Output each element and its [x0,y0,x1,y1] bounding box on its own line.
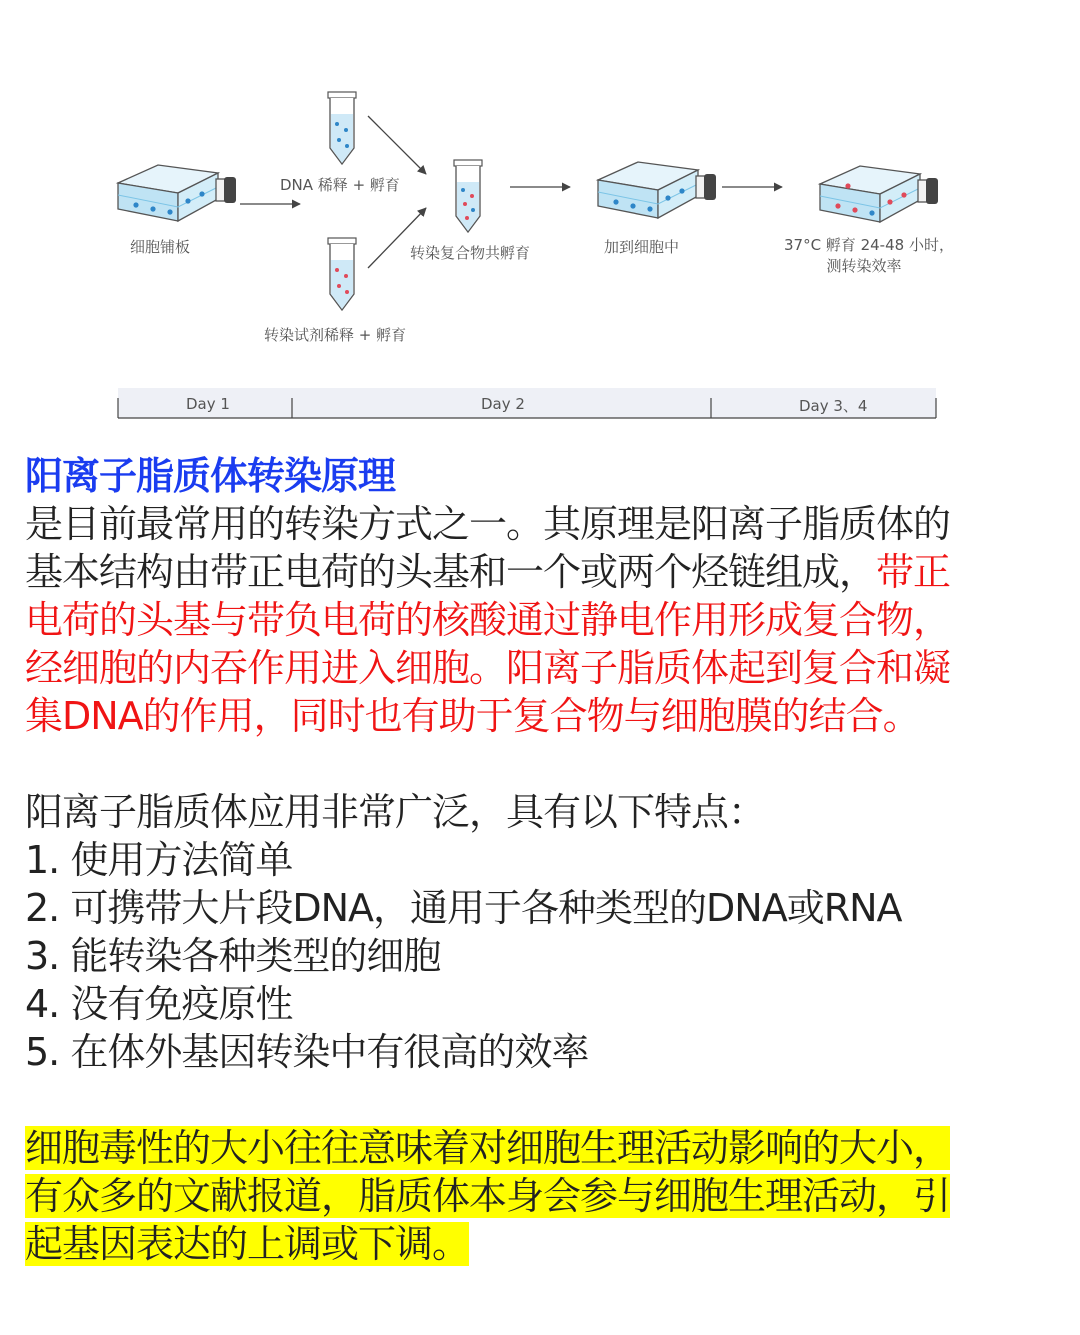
label-reagent-dilution: 转染试剂稀释 + 孵育 [264,326,407,344]
highlight-line-3-text: 起基因表达的上调或下调。 [25,1222,470,1266]
highlight-line-2-text: 有众多的文献报道，脂质体本身会参与细胞生理活动，引 [25,1174,951,1218]
highlight-line-2 [25,1172,950,1220]
workflow-illustration [0,0,1080,440]
features-intro: 阳离子脂质体应用非常广泛，具有以下特点： [25,790,766,834]
paragraph-line-5: 集DNA的作用，同时也有助于复合物与细胞膜的结合。 [25,694,920,738]
label-incubate-line2: 测转染效率 [826,257,902,275]
feature-item: 4. 没有免疫原性 [25,982,293,1026]
paragraph-gap [25,740,1065,788]
highlight-line-3 [25,1220,950,1268]
day-2-label: Day 2 [481,395,525,413]
label-add-to-cells: 加到细胞中 [604,238,680,256]
paragraph-line-2 [25,548,1065,596]
highlighted-note [25,1124,950,1268]
highlight-line-1-text: 细胞毒性的大小往往意味着对细胞生理活动影响的大小， [25,1126,951,1170]
paragraph-line-3: 电荷的头基与带负电荷的核酸通过静电作用形成复合物， [25,598,951,642]
dna-tube-icon [328,92,356,164]
label-dna-dilution: DNA 稀释 + 孵育 [280,176,400,194]
paragraph-line-4: 经细胞的内吞作用进入细胞。阳离子脂质体起到复合和凝 [25,646,951,690]
culture-flask-plating-icon [118,165,236,221]
day-3-4-label: Day 3、4 [799,397,868,415]
feature-item: 1. 使用方法简单 [25,838,293,882]
highlight-line-1 [25,1124,950,1172]
culture-flask-add-icon [598,162,716,218]
culture-flask-transfected-icon [820,166,938,222]
feature-item: 5. 在体外基因转染中有很高的效率 [25,1030,589,1074]
paragraph-line-1: 是目前最常用的转染方式之一。其原理是阳离子脂质体的 [25,502,951,546]
reagent-tube-icon [328,238,356,310]
section-title: 阳离子脂质体转染原理 [25,454,396,498]
day-1-label: Day 1 [186,395,230,413]
article-body [25,452,1065,1076]
paragraph-line-2-text: 基本结构由带正电荷的头基和一个或两个烃链组成， [25,550,877,594]
complex-tube-icon [454,160,482,232]
label-cell-plating: 细胞铺板 [130,238,191,256]
paragraph-line-2-emphasis: 带正 [876,550,951,594]
label-incubate-line1: 37°C 孵育 24-48 小时， [784,236,954,254]
label-complex-incubation: 转染复合物共孵育 [410,244,531,262]
feature-item: 2. 可携带大片段DNA，通用于各种类型的DNA或RNA [25,886,902,930]
transfection-workflow-diagram [0,0,1080,440]
feature-item: 3. 能转染各种类型的细胞 [25,934,441,978]
